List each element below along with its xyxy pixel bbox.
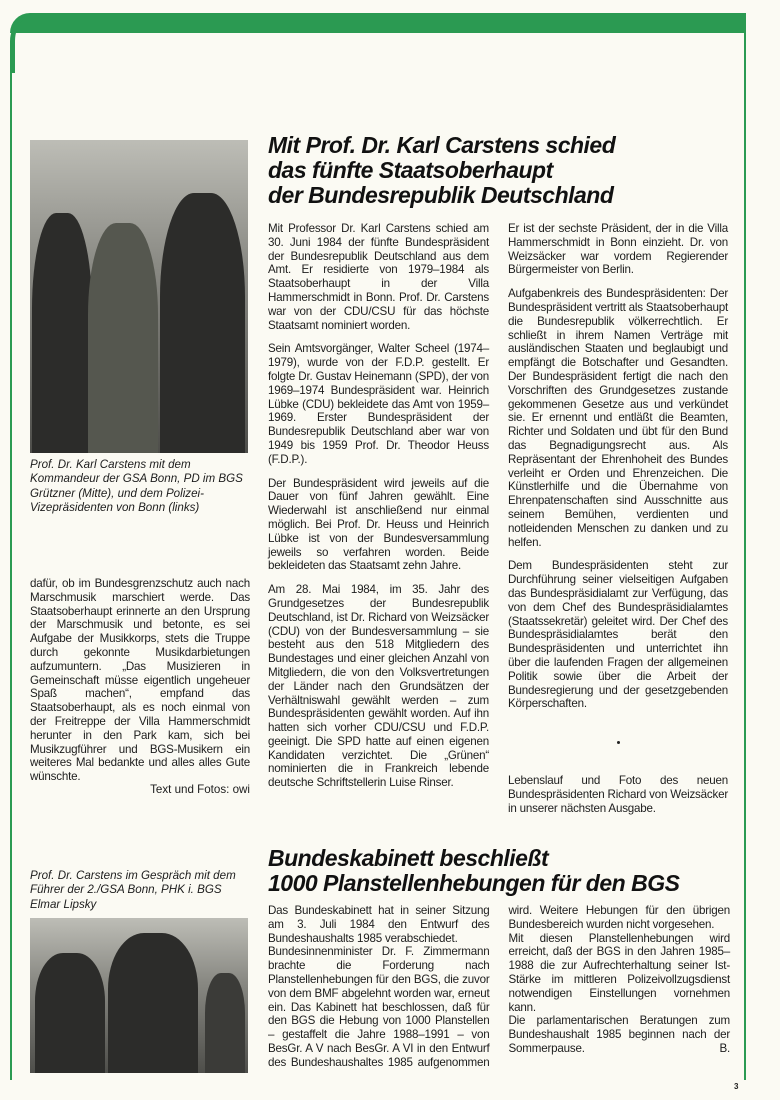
closing-note: Lebenslauf und Foto des neuen Bundespräsidenten Richard von Weizsäcker in unserer nächsten Ausgabe. bbox=[508, 774, 728, 815]
paragraph-text: Die parlamentarischen Beratungen zum Bundeshaushalt 1985 beginnen nach der Sommerpause. bbox=[508, 1014, 730, 1055]
green-frame-corner bbox=[10, 13, 50, 73]
photo-carstens-with-commander bbox=[30, 140, 248, 453]
article-headline-kabinett bbox=[268, 846, 679, 896]
left-column-text: dafür, ob im Bundesgrenzschutz auch nach Marschmusik marschiert werde. Das Staatsoberhaupt erinnerte an den Ursprung der Marschmusik und betonte, es sei Aufgabe der Musikkorps, stets die Truppe durch gekonnte Musikdarbietungen aufzumuntern. „Das Musizieren in Gemeinschaft müsse eigentlich ungeheuer Spaß machen“, empfand das Staatsoberhaupt, als es noch einmal von der Freitreppe der Villa Hammerschmidt herunter in den Park kam, sich bei Musikzugführer und BGS-Musikern ein weiteres Mal bedankte und alles alles Gute wünschte. bbox=[30, 577, 250, 784]
author-signature: B. bbox=[719, 1041, 730, 1055]
paragraph: Am 28. Mai 1984, im 35. Jahr des Grundgesetzes der Bundesrepublik Deutschland, ist Dr. Richard von Weizsäcker (CDU) von der Bundesversammlung – sie besteht aus den 518 Mitgliedern des Bundestages und einer gleichen Anzahl von Mitgliedern, die von den Volksvertretungen der Länder nach den Grundsätzen der Verhältniswahl gewählt werden – zum Bundespräsidenten gewählt worden. Auf ihn hatten sich vorher CDU/CSU und F.D.P. geeinigt. Die SPD hatte auf einen eigenen Kandidaten verzichtet. Die „Grünen“ nominierten die in Frankreich lebende deutsche Schriftstellerin Luise Rinser. bbox=[268, 583, 489, 790]
paragraph: Bundesinnenminister Dr. F. Zimmermann brachte die Forderung nach Planstellenhebungen für den BGS, die zuvor von dem BMF abgelehnt worden war, erneut ein. Das Kabinett hat beschlossen, daß für den BGS die Hebung von 1000 Planstellen – gestaffelt die Jahre 1988–1991 – von BesGr. A V nach BesGr. A VI in den Entwurf des Bundeshaushaltes 1985 aufgenommen wird. Weitere Hebungen für den übrigen Bundesbereich wurden nicht vorgesehen. bbox=[268, 904, 730, 1069]
green-frame-right bbox=[744, 20, 746, 1080]
paragraph: Der Bundespräsident wird jeweils auf die Dauer von fünf Jahren gewählt. Eine Wiederwahl ist anschließend nur einmal möglich. Bei Prof. Dr. Heuss und Heinrich Lübke ist von der Bundesversammlung jeweils so verfahren worden. Beide bekleideten das Staatsamt zehn Jahre. bbox=[268, 476, 489, 573]
paragraph: Dem Bundespräsidenten steht zur Durchführung seiner vielseitigen Aufgaben das Bundespräsidialamt zur Verfügung, das von dem Chef des Bundespräsidialamtes (Staatssekretär) geleitet wird. Der Chef des Bundespräsidialamtes berät den Bundespräsidenten und unterrichtet ihn über die laufenden Fragen der allgemeinen Politik sowie über die Arbeit der Bundesregierung und der gesetzgebenden Körperschaften. bbox=[508, 559, 728, 711]
green-frame-left bbox=[10, 60, 12, 1080]
paragraph: Sein Amtsvorgänger, Walter Scheel (1974–1979), wurde von der F.D.P. gestellt. Er folgte Dr. Gustav Heinemann (SPD), der von 1969–1974 Bundespräsident war. Heinrich Lübke (CDU) bekleidete das Amt von 1959–1969. Erster Bundespräsident der Bundesrepublik Deutschland aber war von 1949 bis 1959 Prof. Dr. Theodor Heuss (F.D.P.). bbox=[268, 342, 489, 466]
article1-right-column bbox=[508, 222, 728, 721]
headline-line: Bundeskabinett beschließt bbox=[268, 845, 549, 871]
paragraph: Er ist der sechste Präsident, der in die Villa Hammerschmidt in Bonn einzieht. Dr. von Weizsäcker war vordem Regierender Bürgermeister von Berlin. bbox=[508, 222, 728, 277]
paragraph: Aufgabenkreis des Bundespräsidenten: Der Bundespräsident vertritt als Staatsoberhaupt die Bundesrepublik völkerrechtlich. Er schließt in ihrem Namen Verträge mit ausländischen Staaten und beglaubigt und empfängt die Botschafter und Gesandten. Der Bundespräsident fertigt die nach den Vorschriften des Grundgesetzes zustande gekommenen Gesetze aus und verkündet sie. Er ernennt und entläßt die Beamten, Richter und Soldaten und übt für den Bund das Begnadigungsrecht aus. Als Repräsentant der Ehrenhoheit des Bundes verleiht er Orden und Ehrenzeichen. Die Künstlerhilfe und die Übernahme von Ehrenpatenschaften sind Ausschnitte aus seinem Bemühen, verdienten und notleidenden Menschen zu danken und zu helfen. bbox=[508, 287, 728, 549]
headline-line: Mit Prof. Dr. Karl Carstens schied bbox=[268, 132, 616, 158]
article-headline-carstens bbox=[268, 133, 615, 208]
photo-caption-2: Prof. Dr. Carstens im Gespräch mit dem Führer der 2./GSA Bonn, PHK i. BGS Elmar Lipsky bbox=[30, 869, 236, 911]
photo-caption-1: Prof. Dr. Karl Carstens mit dem Kommandeur der GSA Bonn, PD im BGS Grützner (Mitte), und dem Polizei-Vizepräsidenten von Bonn (links) bbox=[30, 458, 243, 514]
photo-credit: Text und Fotos: owi bbox=[150, 783, 250, 796]
separator-dot bbox=[617, 741, 620, 744]
paragraph: Mit Professor Dr. Karl Carstens schied am 30. Juni 1984 der fünfte Bundespräsident der Bundesrepublik Deutschland aus dem Amt. Er residierte von 1979–1984 als Staatsoberhaupt in der Villa Hammerschmidt in Bonn. Prof. Dr. Carstens war von der CDU/CSU für das höchste Staatsamt nominiert worden. bbox=[268, 222, 489, 332]
headline-line: der Bundesrepublik Deutschland bbox=[268, 182, 614, 208]
photo-carstens-with-lipsky bbox=[30, 918, 248, 1073]
headline-line: das fünfte Staatsoberhaupt bbox=[268, 157, 553, 183]
paragraph-last bbox=[509, 1014, 731, 1055]
paragraph: Das Bundeskabinett hat in seiner Sitzung am 3. Juli 1984 den Entwurf des Bundeshaushalts 1985 verabschiedet. bbox=[268, 904, 490, 945]
article2-body bbox=[268, 904, 730, 1074]
paragraph: Mit diesen Planstellenhebungen wird erreicht, daß der BGS in den Jahren 1985–1988 die zur Aufrechterhaltung seiner Ist-Stärke im mittleren Polizeivollzugsdienst notwendigen Einstellungen vornehmen kann. bbox=[508, 931, 730, 1014]
headline-line: 1000 Planstellenhebungen für den BGS bbox=[268, 870, 680, 896]
page-number: 3 bbox=[734, 1082, 739, 1091]
article1-middle-column bbox=[268, 222, 489, 800]
green-frame-top bbox=[10, 13, 746, 33]
